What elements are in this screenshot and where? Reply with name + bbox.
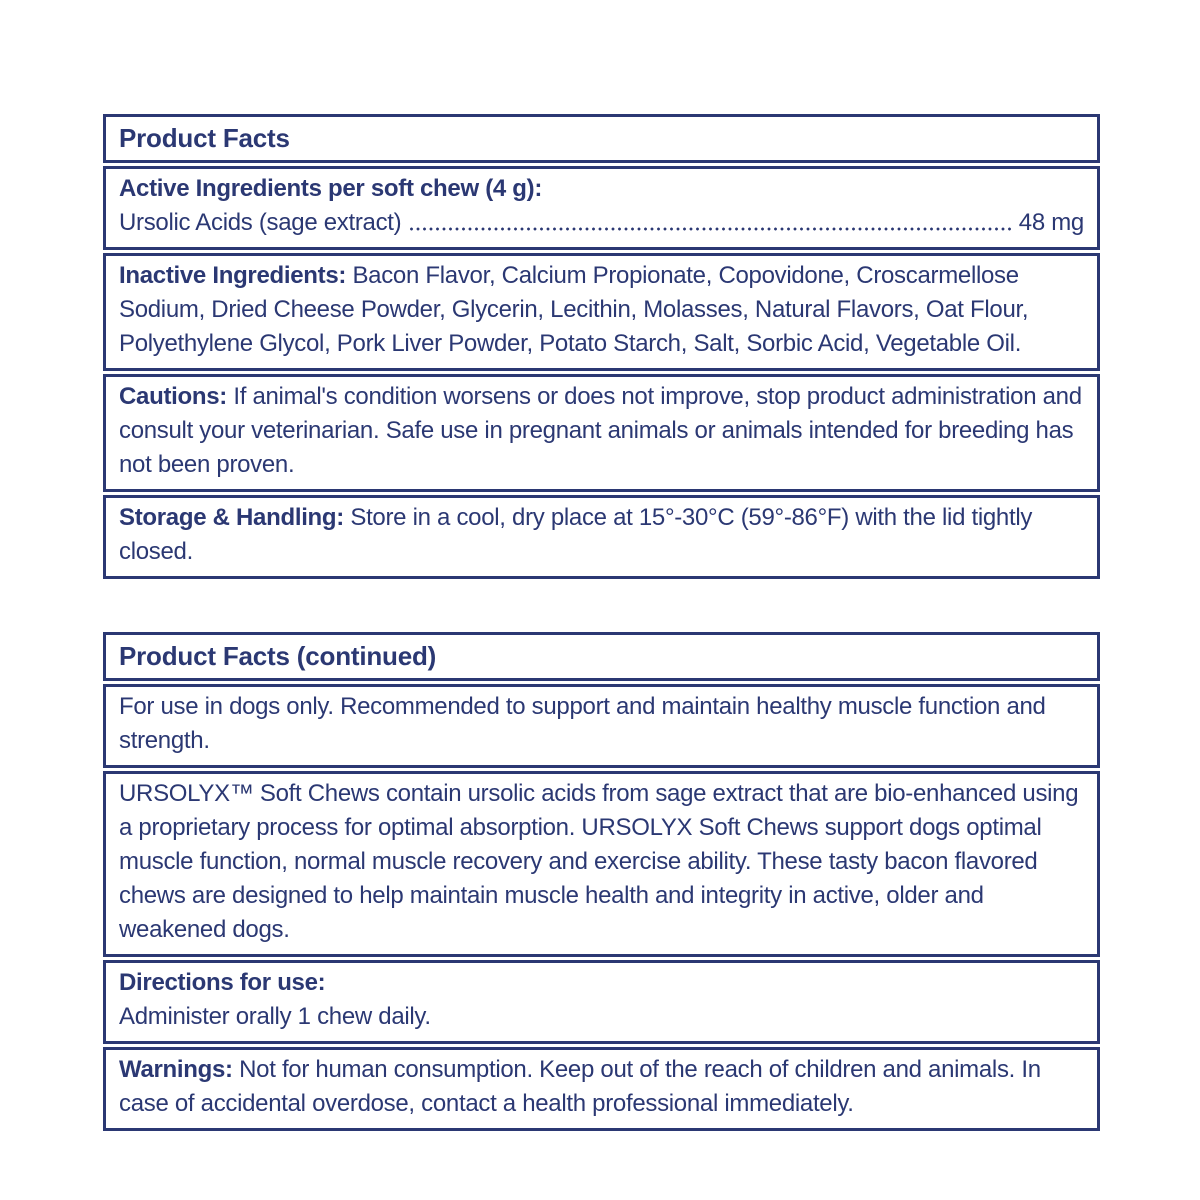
warnings-paragraph [119, 1053, 1084, 1121]
panel-continued-title: Product Facts (continued) [119, 641, 437, 671]
storage-handling-section [103, 495, 1100, 579]
ingredient-name: Ursolic Acids (sage extract) [119, 209, 402, 236]
inactive-ingredients-text: Bacon Flavor, Calcium Propionate, Copovidone, Croscarmellose Sodium, Dried Cheese Powder, Glycerin, Lecithin, Molasses, Natural Flavors, Oat Flour, Polyethylene Glycol, Pork Liver Powder, Potato Starch, Salt, Sorbic Acid, Vegetable Oil. [119, 262, 1029, 357]
dotted-leader [410, 227, 1013, 231]
warnings-label: Warnings: [119, 1056, 233, 1083]
active-ingredients-heading: Active Ingredients per soft chew (4 g): [119, 175, 543, 202]
product-description-section [103, 771, 1100, 957]
intended-use-section [103, 684, 1100, 768]
directions-section [103, 960, 1100, 1044]
storage-handling-text: Store in a cool, dry place at 15°-30°C (59°-86°F) with the lid tightly closed. [119, 504, 1033, 565]
inactive-ingredients-section [103, 253, 1100, 371]
inactive-ingredients-paragraph [119, 259, 1084, 361]
product-facts-header [103, 114, 1100, 163]
intended-use-text: For use in dogs only. Recommended to support and maintain healthy muscle function and strength. [119, 693, 1046, 754]
cautions-section [103, 374, 1100, 492]
active-ingredient-row [119, 206, 1084, 240]
ingredient-amount: 48 mg [1018, 209, 1084, 236]
warnings-text: Not for human consumption. Keep out of the reach of children and animals. In case of accidental overdose, contact a health professional immediately. [119, 1056, 1041, 1117]
storage-handling-label: Storage & Handling: [119, 504, 344, 531]
product-description-text: URSOLYX™ Soft Chews contain ursolic acids from sage extract that are bio-enhanced using a proprietary process for optimal absorption. URSOLYX Soft Chews support dogs optimal muscle function, normal muscle recovery and exercise ability. These tasty bacon flavored chews are designed to help maintain muscle health and integrity in active, older and weakened dogs. [119, 780, 1079, 943]
directions-text: Administer orally 1 chew daily. [119, 1003, 431, 1030]
product-facts-continued-header [103, 632, 1100, 681]
storage-handling-paragraph [119, 501, 1084, 569]
cautions-label: Cautions: [119, 383, 227, 410]
cautions-text: If animal's condition worsens or does not improve, stop product administration and consult your veterinarian. Safe use in pregnant animals or animals intended for breeding has not been proven. [119, 383, 1082, 478]
warnings-section [103, 1047, 1100, 1131]
inactive-ingredients-label: Inactive Ingredients: [119, 262, 347, 289]
cautions-paragraph [119, 380, 1084, 482]
directions-label: Directions for use: [119, 969, 326, 996]
product-facts-panel [103, 114, 1100, 579]
active-ingredients-section [103, 166, 1100, 250]
product-facts-continued-panel [103, 632, 1100, 1131]
panel-title: Product Facts [119, 123, 290, 153]
